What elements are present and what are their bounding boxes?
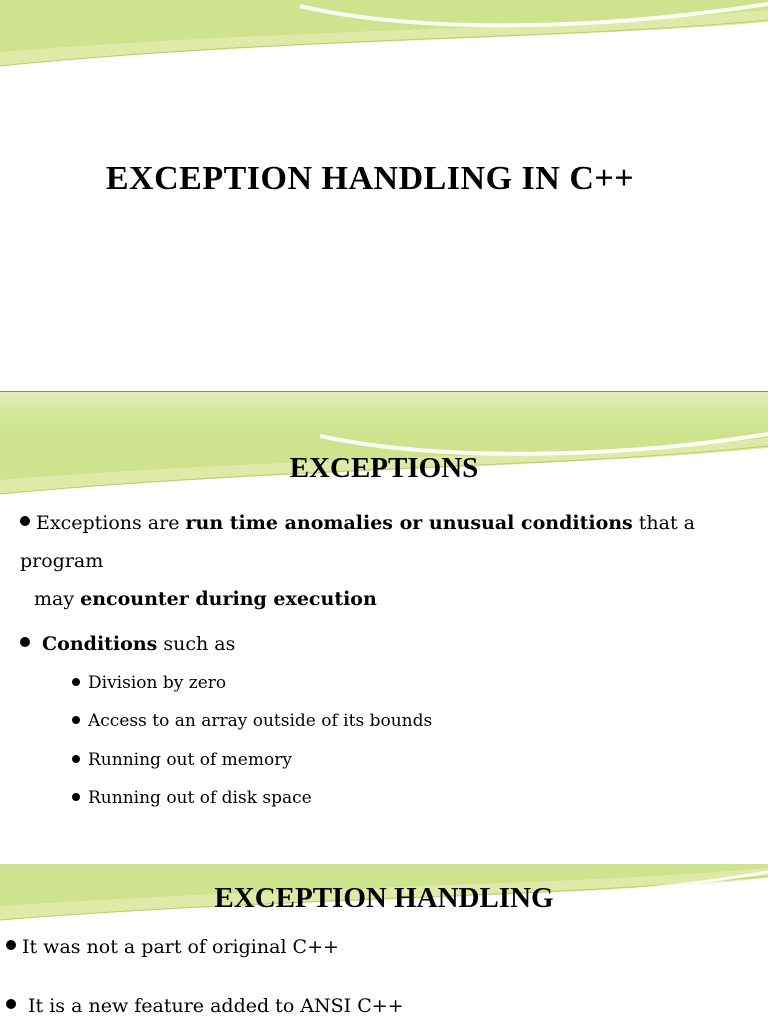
list-item: Access to an array outside of its bounds: [72, 711, 432, 731]
presentation-title: EXCEPTION HANDLING IN C++: [105, 160, 635, 197]
slide-title: [0, 0, 768, 392]
bullet-icon: [6, 999, 16, 1009]
bold-text: run time anomalies or unusual conditions: [185, 512, 633, 534]
text: such as: [157, 633, 236, 655]
text: may: [34, 588, 81, 610]
bullet-icon: [6, 940, 16, 950]
list-item: Running out of disk space: [72, 788, 312, 808]
bullet-icon: [72, 793, 80, 801]
bold-text: encounter during execution: [80, 588, 377, 610]
bullet-icon: [72, 716, 80, 724]
decorative-swoosh: [0, 0, 768, 80]
slide-heading: EXCEPTION HANDLING: [214, 882, 554, 914]
bullet-icon: [72, 755, 80, 763]
slide-exception-handling: [0, 864, 768, 1024]
list-item: It is a new feature added to ANSI C++: [6, 987, 404, 1024]
decorative-band: [0, 392, 768, 432]
list-item: It was not a part of original C++: [6, 928, 339, 966]
list-item: Division by zero: [72, 673, 226, 693]
slide-exceptions: [0, 432, 768, 836]
list-item: Running out of memory: [72, 750, 292, 770]
bullet-icon: [72, 678, 80, 686]
bold-text: Conditions: [42, 633, 158, 655]
bullet-exceptions-definition: [20, 504, 760, 618]
slide-heading: EXCEPTIONS: [289, 452, 479, 484]
text: that a program: [20, 512, 695, 572]
bullet-conditions: [20, 625, 235, 663]
bullet-icon: [20, 637, 30, 647]
text: Exceptions are: [36, 512, 186, 534]
bullet-icon: [20, 516, 30, 526]
